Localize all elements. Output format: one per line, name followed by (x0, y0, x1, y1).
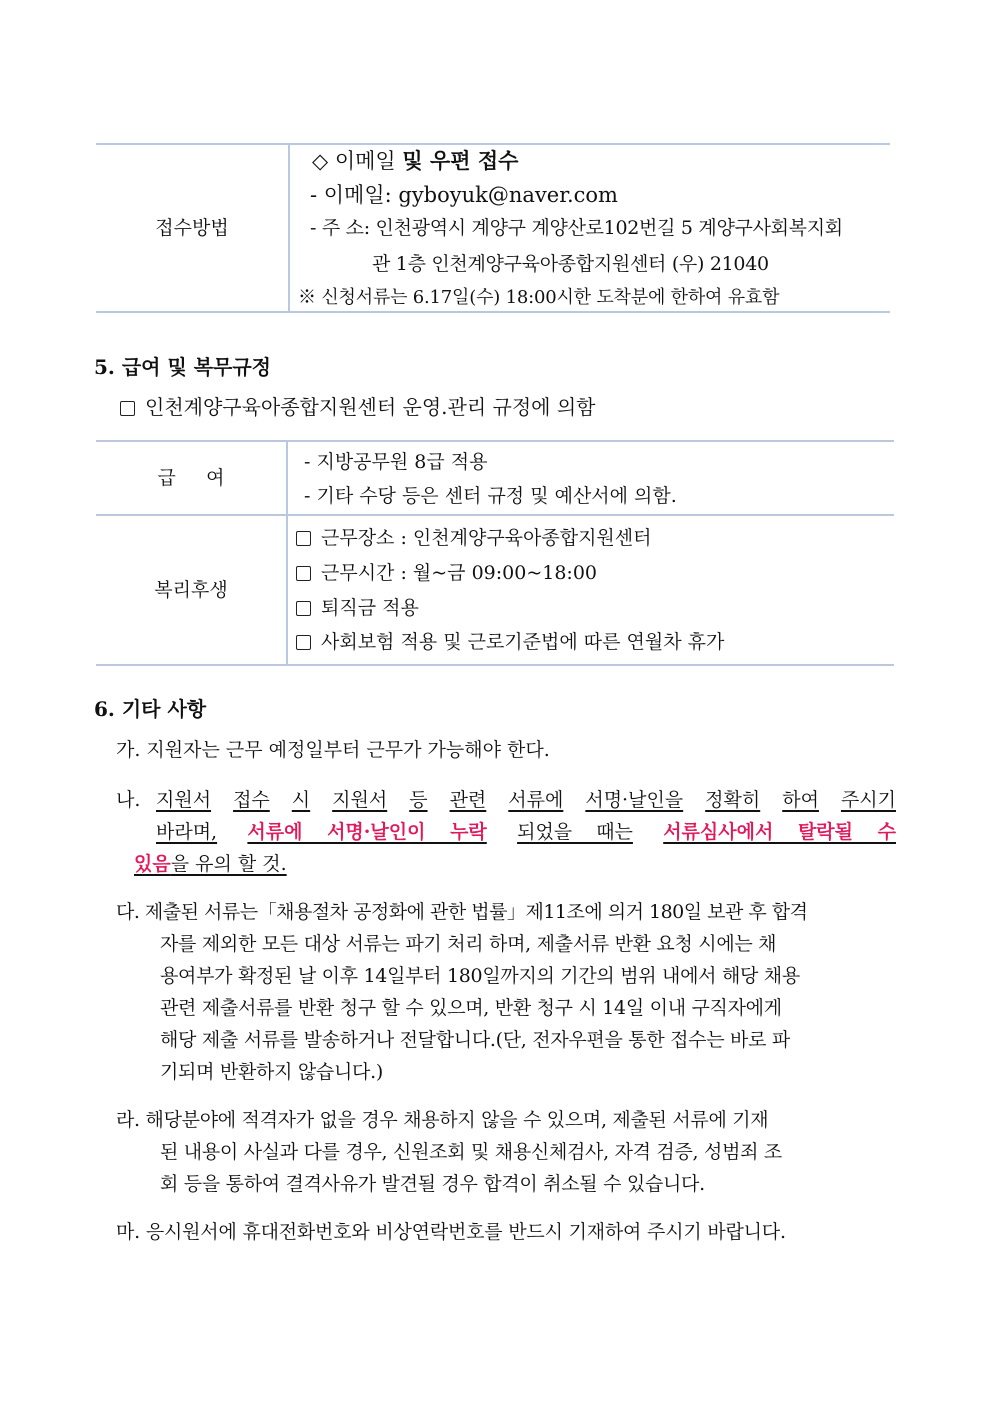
receipt-method-label: 접수방법 (155, 217, 229, 239)
welfare-item-text: 근무장소 : 인천계양구육아종합지원센터 (321, 527, 652, 549)
na-word: 시 (291, 789, 311, 811)
item-na-line1 (156, 788, 896, 812)
na-word: 서명·날인을 (585, 789, 684, 811)
item-ra-line: 라. 해당분야에 적격자가 없을 경우 채용하지 않을 수 있으며, 제출된 서류에 기재 (116, 1109, 769, 1131)
na-warning-text: 있음 (134, 853, 171, 875)
salary-item: - 지방공무원 8급 적용 (304, 451, 488, 473)
item-na-line3 (134, 852, 287, 876)
item-da-line: 용여부가 확정된 날 이후 14일부터 180일까지의 기간의 범위 내에서 해당 채용 (160, 965, 800, 987)
receipt-address-line2: 관 1층 인천계양구육아종합지원센터 (우) 21040 (372, 253, 769, 275)
checkbox-square-icon (296, 566, 311, 581)
na-word: 하여 (782, 789, 819, 811)
na-word: 등 (409, 789, 428, 811)
na-word: 관련 (449, 789, 487, 811)
section6-heading: 6. 기타 사항 (94, 697, 207, 721)
na-warning-text: 서류에 서명·날인이 누락 (247, 821, 487, 843)
item-na-marker: 나. (116, 789, 141, 811)
checkbox-square-icon (296, 601, 311, 616)
section5-intro-text: 인천계양구육아종합지원센터 운영.관리 규정에 의함 (145, 395, 596, 419)
receipt-table-bottom-border (96, 311, 890, 313)
item-ra-line: 된 내용이 사실과 다를 경우, 신원조회 및 채용신체검사, 자격 검증, 성범죄 조 (160, 1141, 782, 1163)
receipt-table-top-border (96, 143, 890, 145)
na-text: 바라며, (156, 821, 218, 843)
section5-heading: 5. 급여 및 복무규정 (94, 355, 272, 379)
welfare-label: 복리후생 (154, 579, 228, 601)
section5-intro (120, 394, 595, 420)
item-da-line: 다. 제출된 서류는「채용절차 공정화에 관한 법률」제11조에 의거 180일 보관 후 합격 (116, 901, 808, 923)
receipt-email-line: - 이메일: gyboyuk@naver.com (310, 183, 618, 207)
item-da-line: 기되며 반환하지 않습니다.) (160, 1061, 383, 1083)
item-ra-line: 회 등을 통하여 결격사유가 발견될 경우 합격이 취소될 수 있습니다. (160, 1173, 705, 1195)
receipt-method-line (312, 148, 518, 174)
item-da-line: 관련 제출서류를 반환 청구 할 수 있으며, 반환 청구 시 14일 이내 구직자에게 (160, 997, 782, 1019)
item-na-line2 (156, 820, 896, 844)
item-da-line: 자를 제외한 모든 대상 서류는 파기 처리 하며, 제출서류 반환 요청 시에는 채 (160, 933, 777, 955)
receipt-method-bold: 및 우편 접수 (402, 148, 519, 173)
receipt-table-divider (288, 144, 290, 312)
item-da-line: 해당 제출 서류를 발송하거나 전달합니다.(단, 전자우편을 통한 접수는 바로 파 (160, 1029, 790, 1051)
na-word: 주시기 (840, 789, 896, 811)
na-word: 지원서 (156, 789, 212, 811)
welfare-item (296, 561, 597, 585)
welfare-item (296, 526, 652, 550)
welfare-item-text: 퇴직금 적용 (321, 597, 419, 619)
item-ma: 마. 응시원서에 휴대전화번호와 비상연락번호를 반드시 기재하여 주시기 바랍니다. (116, 1221, 786, 1243)
na-word: 서류에 (508, 789, 564, 811)
na-warning-text: 서류심사에서 탈락될 수 (663, 821, 896, 843)
salary-table-divider (286, 441, 288, 664)
receipt-method-prefix: ◇ 이메일 (312, 149, 403, 173)
na-word: 지원서 (332, 789, 388, 811)
checkbox-square-icon (296, 635, 311, 650)
na-word: 접수 (233, 789, 270, 811)
na-word: 정확히 (705, 789, 761, 811)
salary-table-top-border (96, 440, 894, 442)
na-text: 을 유의 할 것. (170, 853, 287, 875)
welfare-item (296, 596, 419, 620)
item-ga: 가. 지원자는 근무 예정일부터 근무가 가능해야 한다. (116, 739, 550, 761)
na-text: 되었을 때는 (517, 821, 633, 843)
welfare-item-text: 사회보험 적용 및 근로기준법에 따른 연월차 휴가 (321, 631, 725, 653)
receipt-deadline-note: ※ 신청서류는 6.17일(수) 18:00시한 도착분에 한하여 유효함 (298, 287, 780, 308)
receipt-address-line1: - 주 소: 인천광역시 계양구 계양산로102번길 5 계양구사회복지회 (310, 217, 843, 239)
checkbox-square-icon (296, 531, 311, 546)
welfare-item (296, 630, 724, 654)
checkbox-square-icon (120, 401, 135, 416)
salary-label: 급 여 (157, 467, 225, 489)
salary-item: - 기타 수당 등은 센터 규정 및 예산서에 의함. (304, 485, 677, 507)
salary-table-bottom-border (96, 664, 894, 666)
salary-table-middle-border (96, 514, 894, 516)
welfare-item-text: 근무시간 : 월~금 09:00~18:00 (321, 562, 597, 584)
